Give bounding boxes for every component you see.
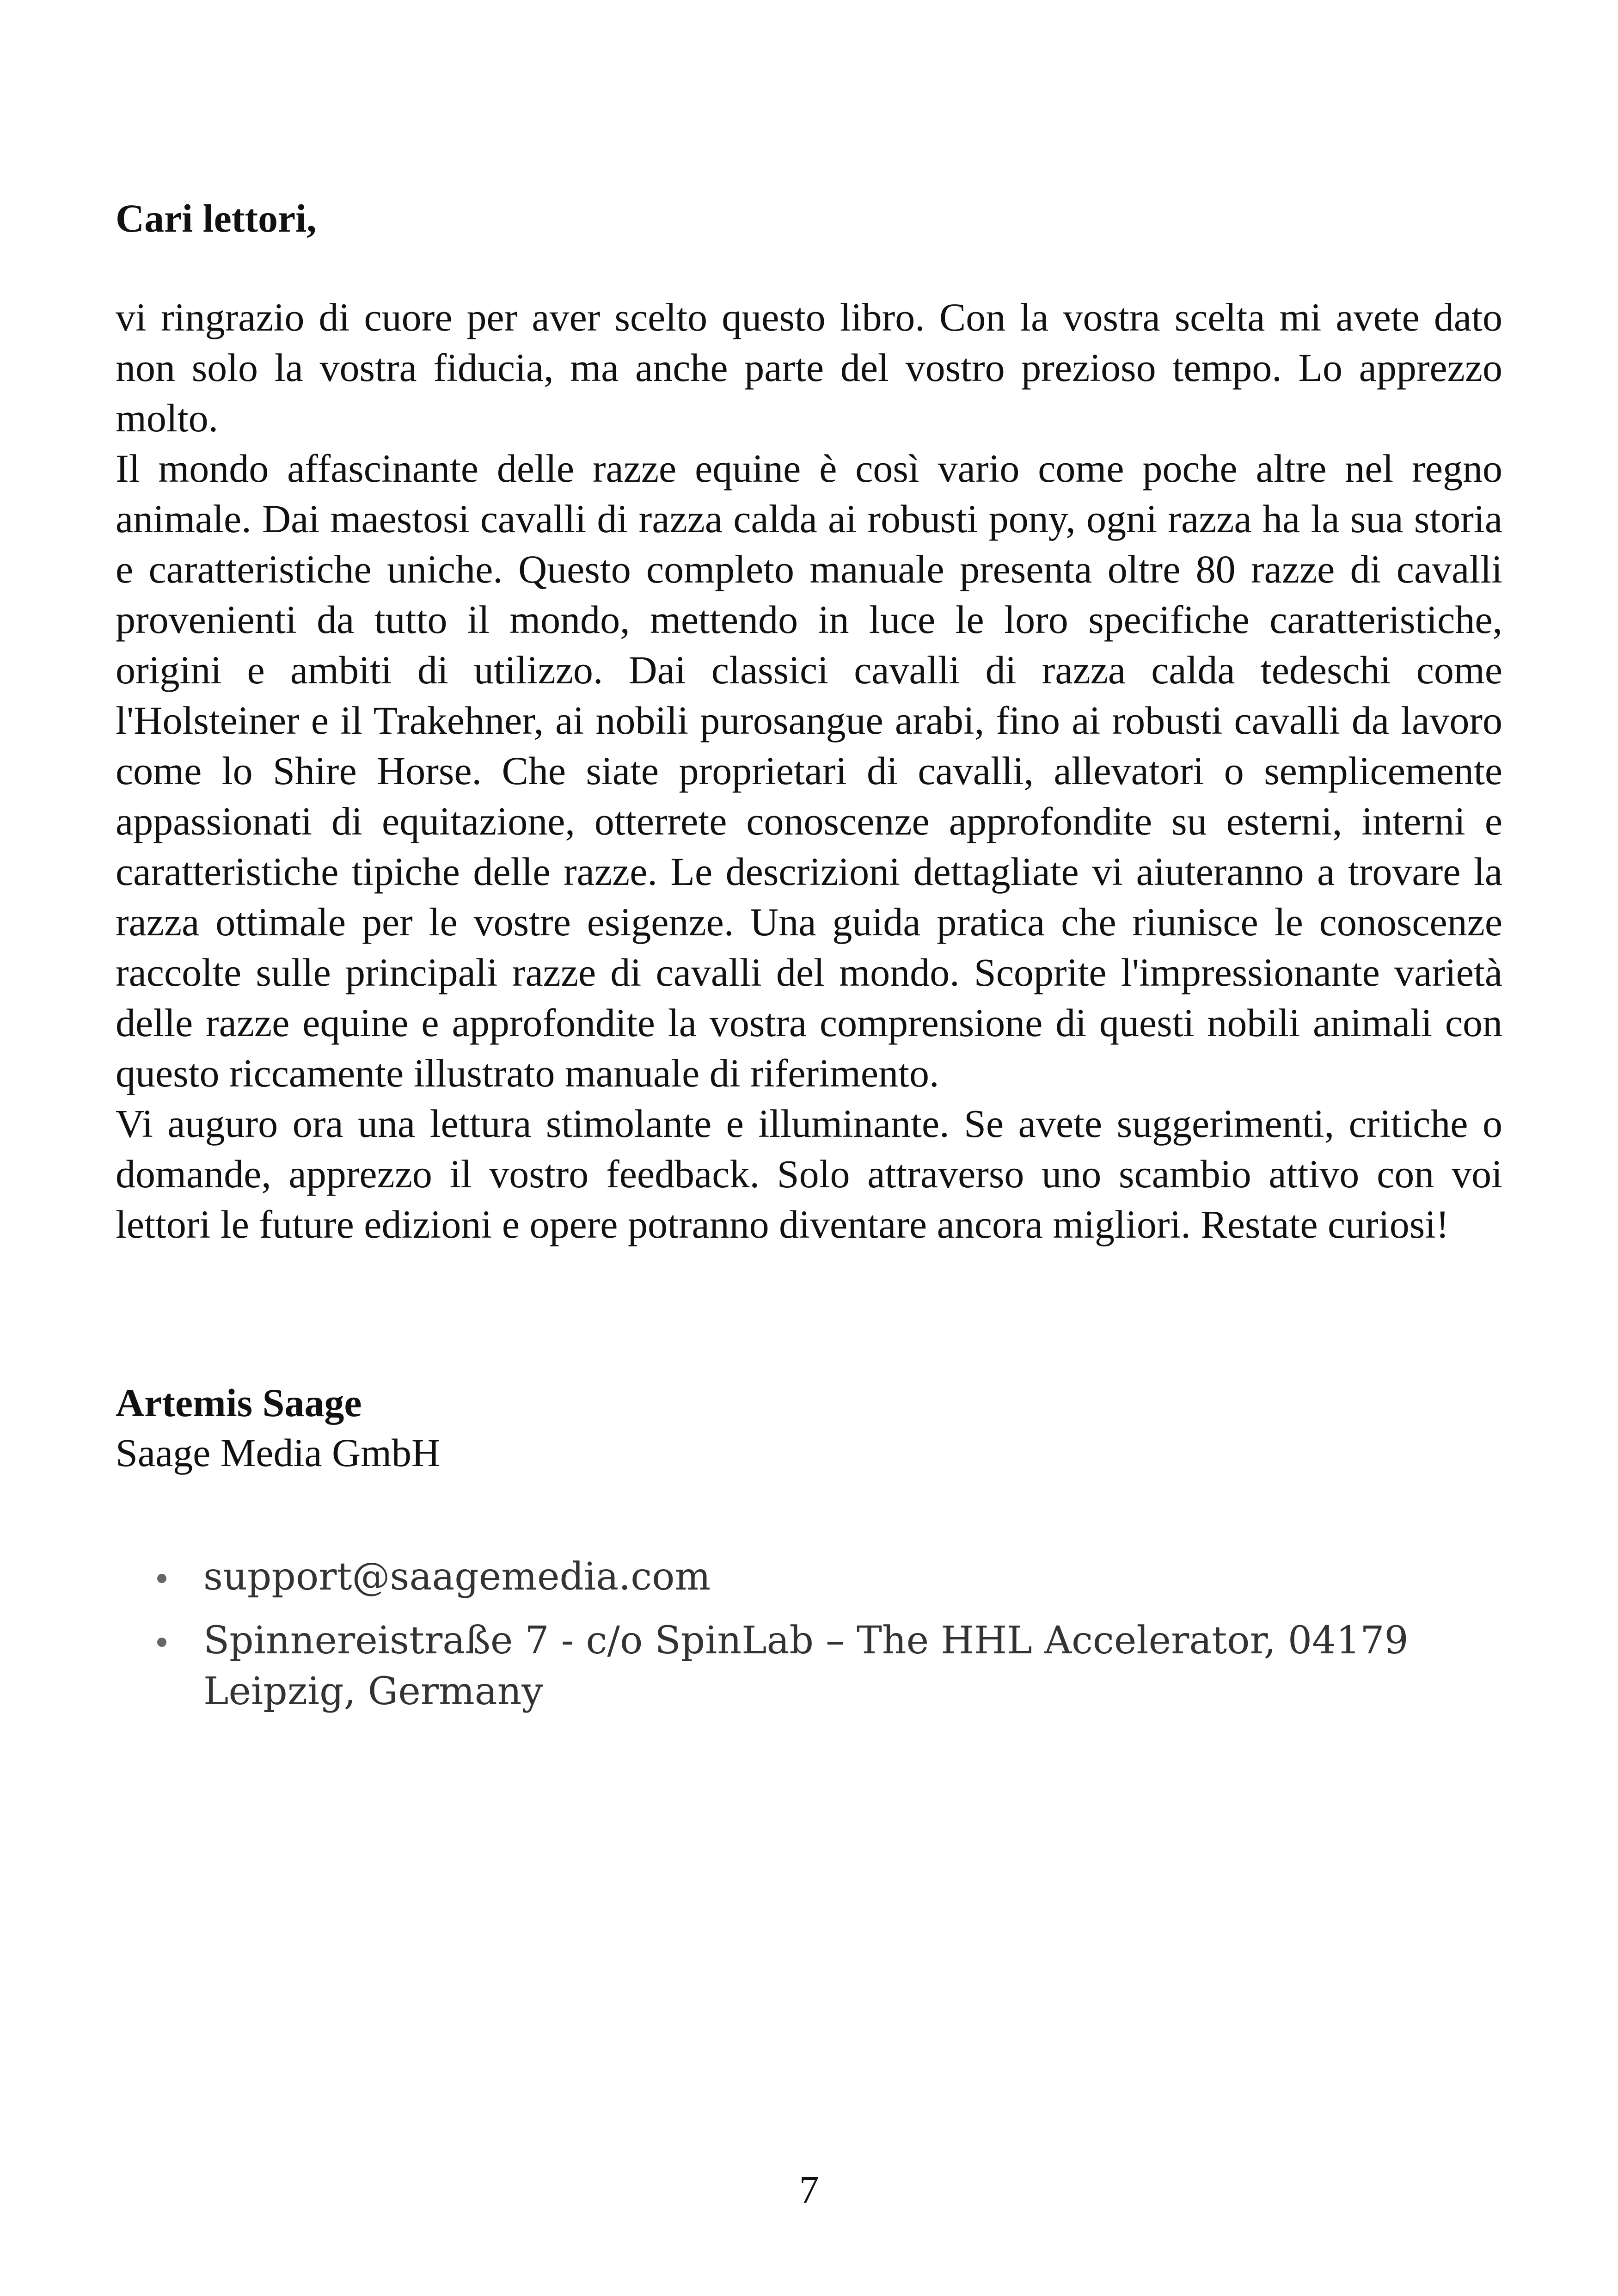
publisher-name: Saage Media GmbH bbox=[116, 1430, 441, 1475]
author-name: Artemis Saage bbox=[116, 1381, 362, 1425]
letter-signature bbox=[116, 1378, 1502, 1478]
contact-address: Spinnereistraße 7 - c/o SpinLab – The HHL Accelerator, 04179 Leipzig, Germany bbox=[203, 1619, 1409, 1713]
letter-paragraph-thanks: vi ringrazio di cuore per aver scelto questo libro. Con la vostra scelta mi avete dato non solo la vostra fiducia, ma anche parte del vostro prezioso tempo. Lo apprezzo molto. bbox=[116, 295, 1502, 440]
letter-salutation: Cari lettori, bbox=[116, 196, 317, 240]
letter-paragraph-book-description: Il mondo affascinante delle razze equine è così vario come poche altre nel regno animale. Dai maestosi cavalli di razza calda ai robusti pony, ogni razza ha la sua storia e caratteristiche uniche. Questo completo manuale presenta oltre 80 razze di cavalli provenienti da tutto il mondo, mettendo in luce le loro specifiche caratteristiche, origini e ambiti di utilizzo. Dai classici cavalli di razza calda tedeschi come l'Holsteiner e il Trakehner, ai nobili purosangue arabi, fino ai robusti cavalli da lavoro come lo Shire Horse. Che siate proprietari di cavalli, allevatori o semplicemente appassionati di equitazione, otterrete conoscenze approfondite su esterni, interni e caratteristiche tipiche delle razze. Le descrizioni dettagliate vi aiuteranno a trovare la razza ottimale per le vostre esigenze. Una guida pratica che riunisce le conoscenze raccolte sulle principali razze di cavalli del mondo. Scoprite l'impressionante varietà delle razze equine e approfondite la vostra comprensione di questi nobili animali con questo riccamente illustrato manuale di riferimento. bbox=[116, 446, 1502, 1095]
letter-paragraph-closing: Vi auguro ora una lettura stimolante e illuminante. Se avete suggerimenti, critiche o domande, apprezzo il vostro feedback. Solo attraverso uno scambio attivo con voi lettori le future edizioni e opere potranno diventare ancora migliori. Restate curiosi! bbox=[116, 1101, 1502, 1246]
contact-list bbox=[157, 1552, 1521, 1730]
contact-item-email bbox=[157, 1552, 1521, 1602]
contact-item-address bbox=[157, 1615, 1521, 1717]
bullet-icon bbox=[157, 1638, 166, 1647]
contact-email: support@saagemedia.com bbox=[203, 1555, 711, 1599]
bullet-icon bbox=[157, 1574, 166, 1583]
letter-body bbox=[116, 292, 1502, 1250]
page-number: 7 bbox=[799, 2167, 819, 2212]
